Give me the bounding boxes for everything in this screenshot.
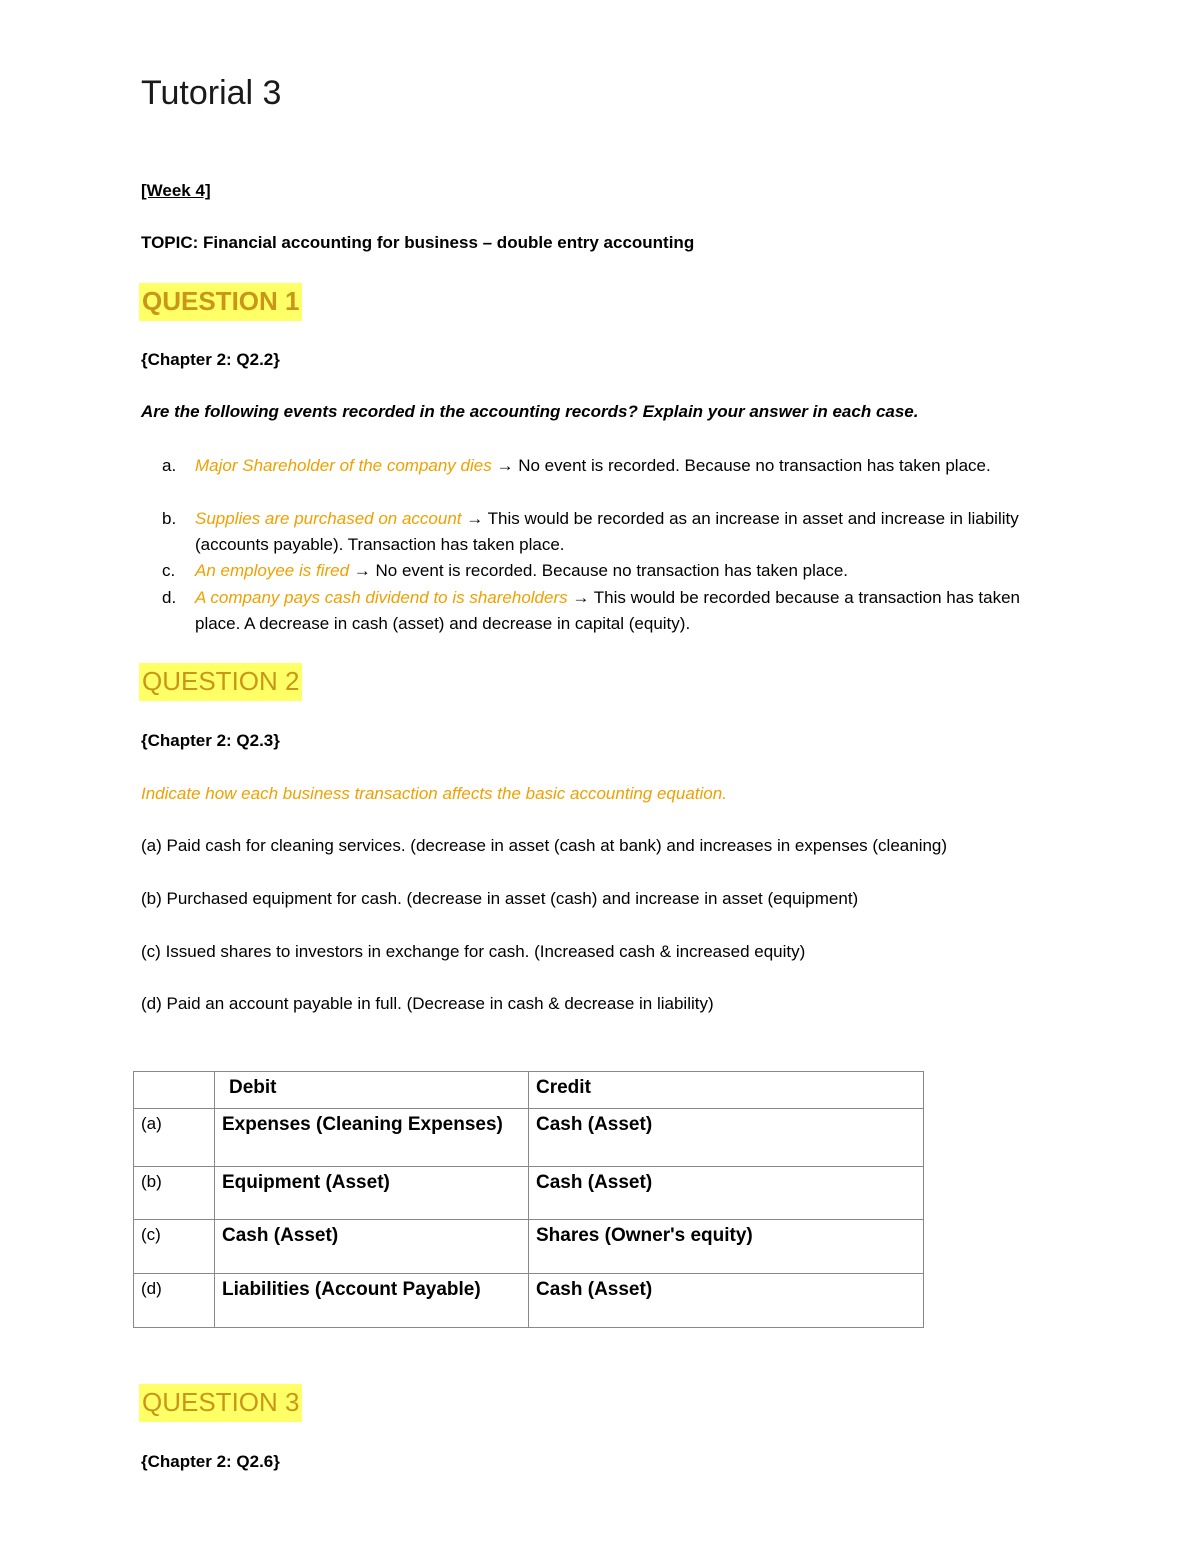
table-cell: Shares (Owner's equity)	[529, 1220, 924, 1274]
list-item	[195, 558, 1065, 584]
week-label: [Week 4]	[141, 181, 211, 200]
arrow-icon: →	[466, 509, 484, 528]
topic-line: TOPIC: Financial accounting for business – double entry accounting	[141, 233, 695, 252]
question-1-heading: QUESTION 1	[139, 283, 302, 321]
table-cell: (c)	[134, 1220, 215, 1274]
arrow-icon: →	[496, 456, 514, 475]
table-cell: (b)	[134, 1167, 215, 1220]
answer-text: No event is recorded. Because no transaction has taken place.	[375, 561, 849, 580]
table-row	[134, 1167, 924, 1220]
event-text: A company pays cash dividend to is shareholders	[195, 588, 568, 607]
table-cell: (a)	[134, 1109, 215, 1167]
answer-text: This would be recorded because a transaction has taken place. A decrease in cash (asset) and decrease in capital (equity).	[195, 588, 1021, 633]
item-label: (d)	[141, 994, 162, 1013]
item-label: (b)	[141, 889, 162, 908]
item-text: Purchased equipment for cash. (decrease in asset (cash) and increase in asset (equipment)	[166, 889, 859, 908]
q2-chapter: {Chapter 2: Q2.3}	[141, 731, 280, 750]
q2-prompt: Indicate how each business transaction affects the basic accounting equation.	[141, 784, 727, 803]
arrow-icon: →	[572, 588, 590, 607]
table-cell: Cash (Asset)	[529, 1167, 924, 1220]
list-letter: a.	[162, 456, 177, 475]
event-text: An employee is fired	[195, 561, 350, 580]
q2-item	[141, 994, 714, 1014]
answer-text: No event is recorded. Because no transaction has taken place.	[518, 456, 991, 475]
q2-item	[141, 836, 947, 856]
table-row	[134, 1109, 924, 1167]
list-letter: c.	[162, 561, 176, 580]
table-cell: Cash (Asset)	[215, 1220, 529, 1274]
table-cell: Cash (Asset)	[529, 1274, 924, 1328]
answer-text: This would be recorded as an increase in asset and increase in liability (accounts payable). Transaction has taken place.	[195, 509, 1019, 554]
table-header-cell: Credit	[529, 1072, 924, 1109]
doc-title: Tutorial 3	[141, 74, 282, 112]
q1-chapter: {Chapter 2: Q2.2}	[141, 350, 280, 369]
list-letter: d.	[162, 588, 177, 607]
table-cell: (d)	[134, 1274, 215, 1328]
item-label: (c)	[141, 942, 161, 961]
event-text: Supplies are purchased on account	[195, 509, 462, 528]
table-header-row	[134, 1072, 924, 1109]
question-3-heading: QUESTION 3	[139, 1384, 302, 1422]
item-text: Issued shares to investors in exchange for cash. (Increased cash & increased equity)	[165, 942, 806, 961]
debit-credit-table	[133, 1071, 924, 1328]
list-item	[195, 453, 1065, 479]
table-header-cell	[134, 1072, 215, 1109]
item-text: Paid an account payable in full. (Decrease in cash & decrease in liability)	[166, 994, 714, 1013]
item-label: (a)	[141, 836, 162, 855]
q2-item	[141, 889, 858, 909]
event-text: Major Shareholder of the company dies	[195, 456, 492, 475]
arrow-icon: →	[353, 561, 371, 580]
list-letter: b.	[162, 509, 177, 528]
list-item	[195, 585, 1065, 637]
table-cell: Cash (Asset)	[529, 1109, 924, 1167]
question-2-heading: QUESTION 2	[139, 663, 302, 701]
list-item	[195, 506, 1065, 558]
table-cell: Liabilities (Account Payable)	[215, 1274, 529, 1328]
table-row	[134, 1274, 924, 1328]
q3-chapter: {Chapter 2: Q2.6}	[141, 1452, 280, 1471]
q1-prompt: Are the following events recorded in the accounting records? Explain your answer in each case.	[141, 402, 919, 421]
table-row	[134, 1220, 924, 1274]
item-text: Paid cash for cleaning services. (decrease in asset (cash at bank) and increases in expenses (cleaning)	[166, 836, 948, 855]
table-header-cell: Debit	[215, 1072, 529, 1109]
table-cell: Expenses (Cleaning Expenses)	[215, 1109, 529, 1167]
table-cell: Equipment (Asset)	[215, 1167, 529, 1220]
q2-item	[141, 942, 805, 962]
